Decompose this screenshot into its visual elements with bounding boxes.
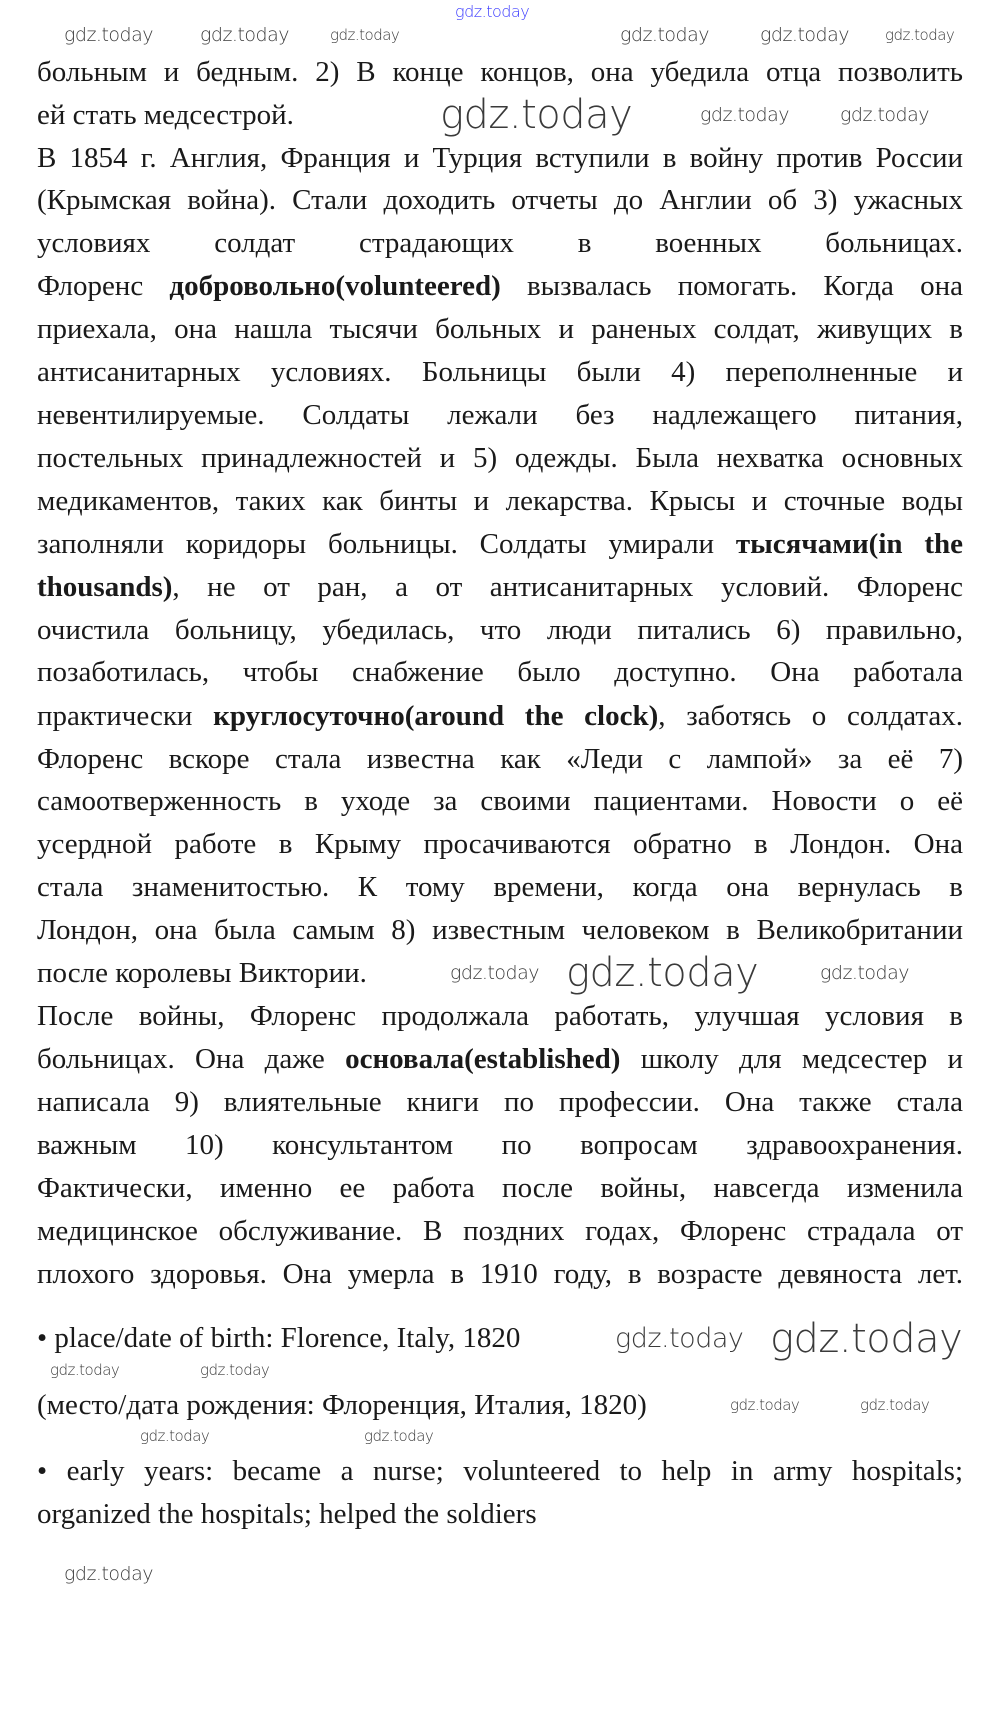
watermark: gdz.today <box>620 24 709 46</box>
watermark: gdz.today <box>330 26 400 44</box>
text-segment: больницах. Она даже <box>37 1043 346 1075</box>
text-line <box>37 652 963 692</box>
text-line <box>37 524 963 564</box>
text-line <box>37 1211 963 1251</box>
text-segment: После войны, Флоренс продолжала работать, улучшая условия в <box>37 1000 963 1032</box>
text-line <box>37 438 963 478</box>
text-segment: усердной работе в Крыму просачиваются обратно в Лондон. Она <box>37 828 963 860</box>
text-line <box>37 953 367 993</box>
text-segment: • early years: became a nurse; volunteered to help in army hospitals; <box>37 1455 963 1487</box>
text-segment: важным 10) консультантом по вопросам здравоохранения. <box>37 1129 963 1161</box>
text-segment: самоотверженность в уходе за своими пациентами. Новости о её <box>37 785 963 817</box>
text-segment: школу для медсестер и <box>620 1043 963 1075</box>
text-segment: написала 9) влиятельные книги по профессии. Она также стала <box>37 1086 963 1118</box>
text-segment: , не от ран, а от антисанитарных условий. Флоренс <box>172 571 963 603</box>
text-segment: очистила больницу, убедилась, что люди питались 6) правильно, <box>37 614 963 646</box>
text-line <box>37 739 963 779</box>
text-line <box>37 1451 963 1491</box>
text-line <box>37 867 963 907</box>
watermark-logo: gdz.today <box>455 2 530 21</box>
text-segment: заполняли коридоры больницы. Солдаты умирали <box>37 528 736 560</box>
watermark: gdz.today <box>760 24 849 46</box>
text-line <box>37 781 963 821</box>
text-line <box>37 1254 963 1294</box>
text-segment: позаботилась, чтобы снабжение было доступно. Она работала <box>37 656 963 688</box>
watermark: gdz.today <box>770 1316 963 1362</box>
text-line <box>37 138 963 178</box>
text-line <box>37 1125 963 1165</box>
text-line <box>37 696 963 736</box>
bold-term: круглосуточно(around the clock) <box>213 700 659 732</box>
watermark: gdz.today <box>50 1361 120 1379</box>
text-segment: organized the hospitals; helped the soldiers <box>37 1498 537 1530</box>
text-segment: Флоренс вскоре стала известна как «Леди с лампой» за её 7) <box>37 743 963 775</box>
watermark: gdz.today <box>885 26 955 44</box>
text-segment: (место/дата рождения: Флоренция, Италия, 1820) <box>37 1389 647 1421</box>
watermark: gdz.today <box>64 24 153 46</box>
text-line <box>37 1039 963 1079</box>
text-segment: медикаментов, таких как бинты и лекарства. Крысы и сточные воды <box>37 485 963 517</box>
text-segment: приехала, она нашла тысячи больных и раненых солдат, живущих в <box>37 313 963 345</box>
watermark: gdz.today <box>450 962 539 984</box>
text-segment: невентилируемые. Солдаты лежали без надлежащего питания, <box>37 399 963 431</box>
watermark: gdz.today <box>64 1563 153 1585</box>
text-segment: • place/date of birth: Florence, Italy, 1820 <box>37 1322 521 1354</box>
watermark: gdz.today <box>200 24 289 46</box>
text-segment: вызвалась помогать. Когда она <box>500 270 963 302</box>
text-line <box>37 180 963 220</box>
text-line <box>37 910 963 950</box>
watermark: gdz.today <box>364 1427 434 1445</box>
text-segment: стала знаменитостью. К тому времени, когда она вернулась в <box>37 871 963 903</box>
bold-term: thousands) <box>37 571 173 603</box>
watermark: gdz.today <box>730 1396 800 1414</box>
text-segment: (Крымская война). Стали доходить отчеты до Англии об 3) ужасных <box>37 184 963 216</box>
watermark: gdz.today <box>440 92 633 138</box>
text-line <box>37 52 963 92</box>
text-line <box>37 95 294 135</box>
text-line <box>37 1494 537 1534</box>
text-line <box>37 309 963 349</box>
text-segment: Фактически, именно ее работа после войны, навсегда изменила <box>37 1172 963 1204</box>
watermark: gdz.today <box>700 104 789 126</box>
text-line <box>37 567 963 607</box>
text-segment: В 1854 г. Англия, Франция и Турция вступили в войну против России <box>37 142 963 174</box>
watermark: gdz.today <box>615 1323 744 1354</box>
bold-term: основала(established) <box>345 1043 621 1075</box>
bold-term: тысячами(in the <box>735 528 964 560</box>
text-line <box>37 610 963 650</box>
text-segment: плохого здоровья. Она умерла в 1910 году, в возрасте девяноста лет. <box>37 1258 963 1290</box>
text-line <box>37 824 963 864</box>
text-segment: больным и бедным. 2) В конце концов, она убедила отца позволить <box>37 56 963 88</box>
watermark: gdz.today <box>840 104 929 126</box>
text-segment: антисанитарных условиях. Больницы были 4) переполненные и <box>37 356 963 388</box>
watermark: gdz.today <box>566 950 759 996</box>
text-segment: , заботясь о солдатах. <box>658 700 963 732</box>
text-line <box>37 1385 647 1425</box>
watermark: gdz.today <box>820 962 909 984</box>
watermark: gdz.today <box>140 1427 210 1445</box>
text-line <box>37 1082 963 1122</box>
text-segment: медицинское обслуживание. В поздних годах, Флоренс страдала от <box>37 1215 963 1247</box>
text-line <box>37 1318 520 1358</box>
text-line <box>37 223 963 263</box>
text-segment: постельных принадлежностей и 5) одежды. Была нехватка основных <box>37 442 963 474</box>
text-line <box>37 266 963 306</box>
text-line <box>37 395 963 435</box>
bold-term: добровольно(volunteered) <box>169 270 501 302</box>
text-segment: Флоренс <box>37 270 170 302</box>
text-segment: условиях солдат страдающих в военных больницах. <box>37 227 963 259</box>
text-segment: после королевы Виктории. <box>37 957 367 989</box>
text-line <box>37 996 963 1036</box>
watermark: gdz.today <box>860 1396 930 1414</box>
text-segment: Лондон, она была самым 8) известным человеком в Великобритании <box>37 914 963 946</box>
text-line <box>37 352 963 392</box>
watermark: gdz.today <box>200 1361 270 1379</box>
text-line <box>37 481 963 521</box>
text-segment: практически <box>37 700 214 732</box>
text-line <box>37 1168 963 1208</box>
text-segment: ей стать медсестрой. <box>37 99 294 131</box>
